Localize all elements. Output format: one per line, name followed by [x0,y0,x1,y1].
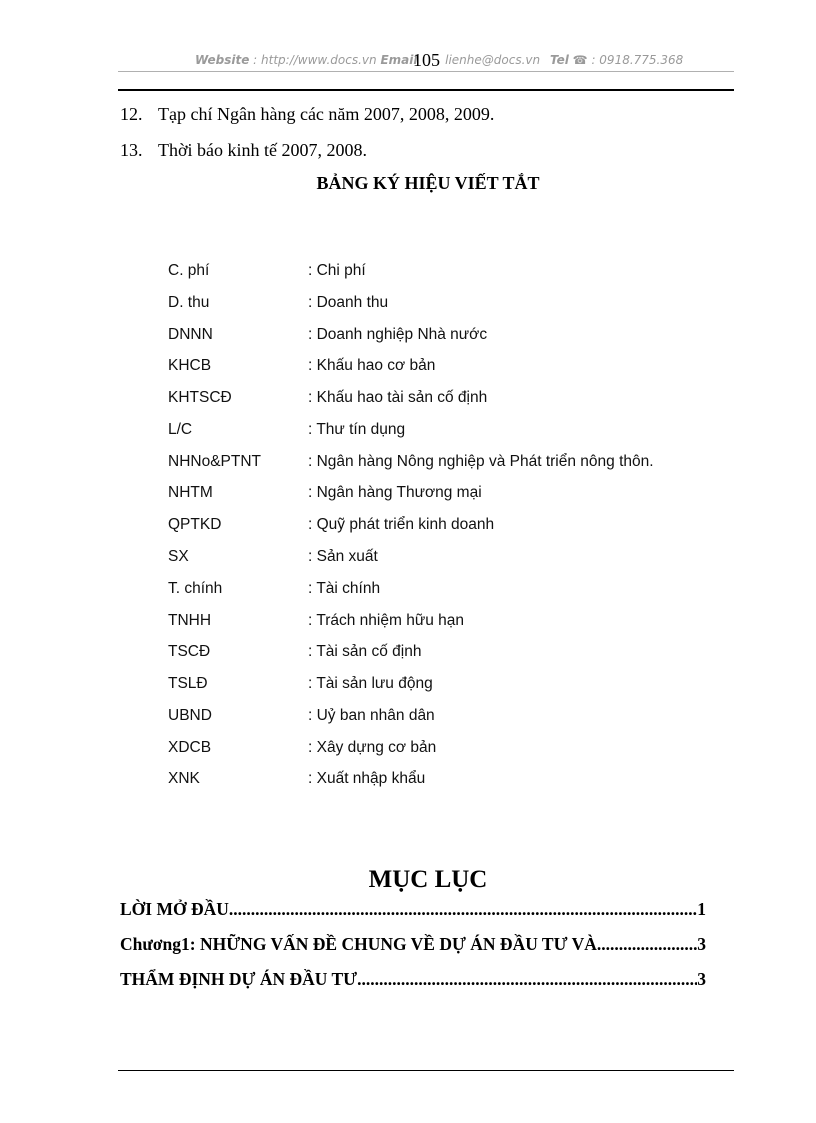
abbreviation-row [168,643,421,663]
website-label: Website [195,53,250,67]
abbreviation-code: QPTKD [168,516,222,533]
abbreviation-row [168,675,433,695]
abbreviation-row [168,262,366,282]
abbreviation-meaning: : Chi phí [308,262,366,279]
toc-entry-label: Chương1: NHỮNG VẤN ĐỀ CHUNG VỀ DỰ ÁN ĐẦU TƯ VÀ [120,934,597,954]
toc-leader-dots [229,899,697,920]
toc-leader-dots [357,969,697,990]
reference-number: 13. [120,140,143,160]
reference-text: Thời báo kinh tế 2007, 2008. [158,140,367,160]
abbreviation-code: T. chính [168,580,223,597]
abbreviation-code: D. thu [168,294,210,311]
abbreviation-meaning: : Doanh nghiệp Nhà nước [308,326,488,343]
reference-number: 12. [120,104,143,124]
abbreviation-code: C. phí [168,262,210,279]
abbreviation-meaning: : Tài sản lưu động [308,675,433,692]
reference-item [120,104,494,125]
abbreviation-row [168,770,425,790]
abbreviation-row [168,453,654,473]
abbreviation-row [168,707,435,727]
abbreviation-code: UBND [168,707,212,724]
toc-entry[interactable] [120,899,706,920]
abbreviation-row [168,516,494,536]
abbreviation-meaning: : Quỹ phát triển kinh doanh [308,516,495,533]
abbreviation-row [168,484,482,504]
abbreviation-meaning: : Sản xuất [308,548,378,565]
abbreviation-row [168,580,380,600]
header-rule [118,89,734,91]
abbreviation-meaning: : Ngân hàng Nông nghiệp và Phát triển nông thôn. [308,453,654,470]
abbreviation-meaning: : Ngân hàng Thương mại [308,484,482,501]
abbreviation-code: TSLĐ [168,675,208,692]
footer-rule [118,1070,734,1071]
abbreviation-meaning: : Tài chính [308,580,381,597]
tel-value: : 0918.775.368 [591,53,684,67]
abbreviation-meaning: : Khấu hao cơ bản [308,357,436,374]
abbreviation-code: XDCB [168,739,212,756]
abbreviation-code: NHTM [168,484,213,501]
abbreviation-meaning: : Trách nhiệm hữu hạn [308,612,464,629]
reference-item [120,140,367,161]
abbreviation-meaning: : Uỷ ban nhân dân [308,707,435,724]
abbreviation-row [168,548,378,568]
abbreviation-row [168,421,405,441]
abbreviation-code: TNHH [168,612,212,629]
abbreviation-code: SX [168,548,189,565]
abbreviation-code: KHCB [168,357,212,374]
phone-icon: ☎ [572,53,588,67]
toc-entry-page: 3 [697,934,706,954]
abbreviation-code: L/C [168,421,193,438]
abbreviation-meaning: : Thư tín dụng [308,421,406,438]
tel-label: Tel [549,53,569,67]
abbreviation-code: XNK [168,770,200,787]
toc-leader-dots [597,934,697,955]
abbreviation-meaning: : Doanh thu [308,294,389,311]
abbreviation-code: TSCĐ [168,643,211,660]
page-number: 105 [413,50,440,70]
abbreviation-row [168,294,388,314]
abbreviation-row [168,389,487,409]
abbreviation-meaning: : Tài sản cố định [308,643,422,660]
header-divider [118,71,734,72]
abbreviation-meaning: : Khấu hao tài sản cố định [308,389,488,406]
toc-entry-page: 3 [697,969,706,989]
email-link[interactable]: lienhe@docs.vn [445,53,541,67]
email-label: Email [380,53,418,67]
toc-entry-label: THẨM ĐỊNH DỰ ÁN ĐẦU TƯ [120,969,358,989]
toc-entry[interactable] [120,934,706,955]
abbreviation-row [168,326,487,346]
website-link[interactable]: : http://www.docs.vn [253,53,377,67]
abbreviation-meaning: : Xuất nhập khẩu [308,770,426,787]
abbreviation-row [168,739,436,759]
toc-entry-page: 1 [697,899,706,919]
reference-text: Tạp chí Ngân hàng các năm 2007, 2008, 2009. [158,104,495,124]
abbreviations-title: BẢNG KÝ HIỆU VIẾT TẮT [316,173,540,193]
toc-title: MỤC LỤC [368,866,488,893]
toc-entry-label: LỜI MỞ ĐẦU [120,899,229,919]
abbreviation-code: DNNN [168,326,213,343]
toc-entry[interactable] [120,969,706,990]
abbreviation-row [168,357,435,377]
abbreviation-row [168,612,464,632]
abbreviation-code: KHTSCĐ [168,389,232,406]
abbreviation-meaning: : Xây dựng cơ bản [308,739,437,756]
abbreviation-code: NHNo&PTNT [168,453,262,470]
